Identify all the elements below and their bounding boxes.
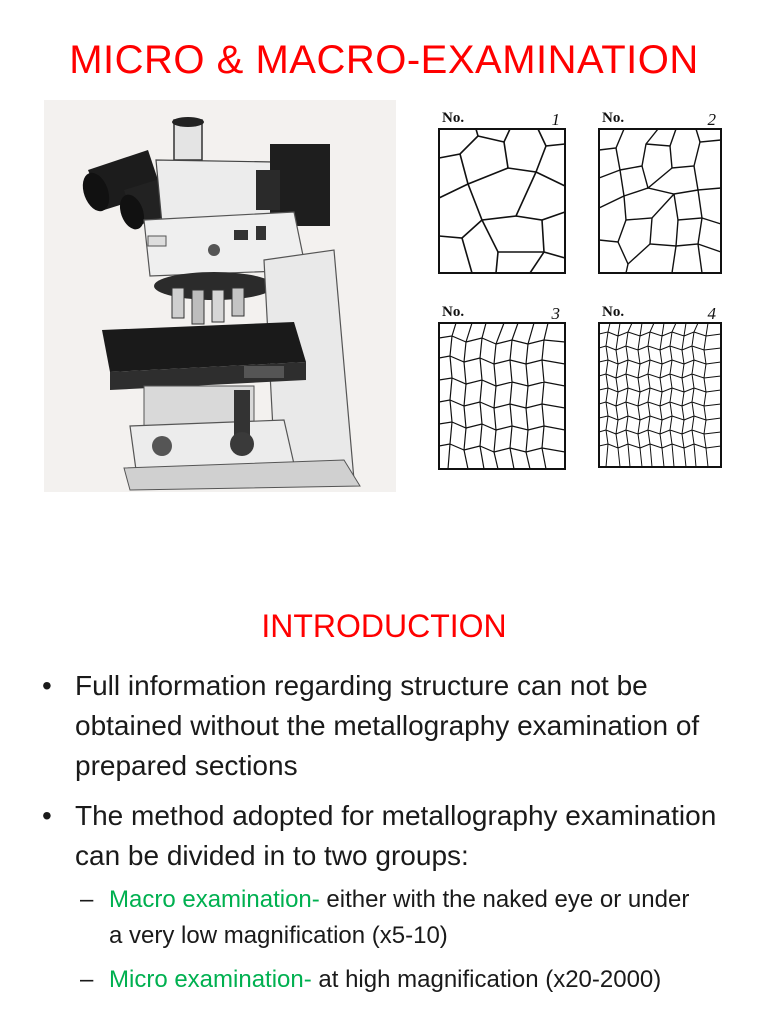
panel-label: No.: [602, 110, 625, 126]
microscope-illustration: [44, 100, 396, 492]
panel-label: No.: [442, 304, 465, 320]
sub-bullet-item: [80, 962, 700, 998]
bullet-text: Full information regarding structure can not be obtained without the metallography examination of prepared sections: [75, 670, 700, 781]
panel-number: 2: [707, 110, 716, 129]
sub-bullet-text: either with the naked eye or under a very low magnification (x5-10): [109, 886, 690, 949]
grain-diagram-fine: [438, 322, 566, 470]
sub-bullet-term: Macro examination-: [109, 886, 320, 913]
sub-bullet-text: at high magnification (x20-2000): [311, 966, 662, 993]
grain-panel-1: [438, 110, 566, 274]
grain-diagram-very-fine: [598, 322, 722, 468]
sub-bullet-marker: –: [80, 886, 94, 913]
grain-diagram-medium: [598, 128, 722, 274]
panel-label: No.: [442, 110, 465, 126]
sub-bullet-content: [80, 962, 700, 998]
section-heading: INTRODUCTION: [261, 608, 507, 644]
bullet-text: The method adopted for metallography examination can be divided in to two groups:: [75, 800, 717, 871]
bullet-marker: •: [42, 670, 52, 701]
panel-number: 3: [551, 304, 560, 323]
bullet-item: [42, 796, 732, 876]
grain-diagram-coarse: [438, 128, 566, 274]
grain-panel-4: [598, 304, 722, 468]
slide-title: MICRO & MACRO-EXAMINATION: [69, 38, 699, 82]
sub-bullet-marker: –: [80, 966, 94, 993]
sub-bullet-item: [80, 882, 700, 954]
grain-panel-3: [438, 304, 566, 470]
panel-number: 4: [707, 304, 716, 323]
microscope-photo: [44, 100, 396, 492]
sub-bullet-content: [80, 882, 700, 954]
bullet-marker: •: [42, 800, 52, 831]
panel-label: No.: [602, 304, 625, 320]
panel-number: 1: [551, 110, 560, 129]
bullet-item: [42, 666, 732, 786]
sub-bullet-term: Micro examination-: [109, 966, 312, 993]
grain-panel-2: [598, 110, 722, 274]
